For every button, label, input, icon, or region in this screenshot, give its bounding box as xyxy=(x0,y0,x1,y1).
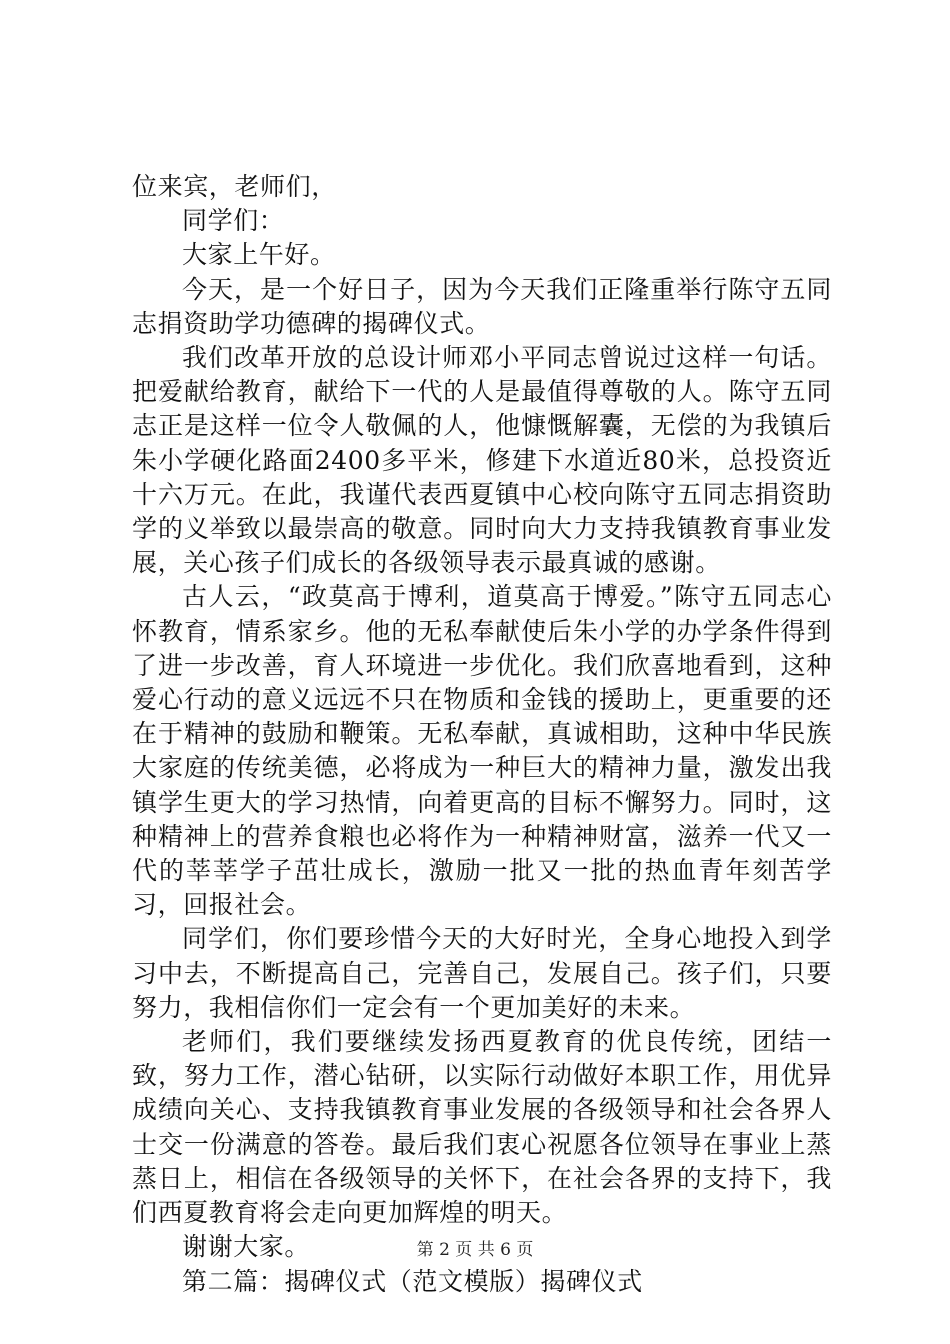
paragraph-students-address: 同学们，你们要珍惜今天的大好时光，全身心地投入到学习中去，不断提高自己，完善自己，发展自己。孩子们，只要努力，我相信你们一定会有一个更加美好的未来。 xyxy=(132,924,832,1022)
paragraph-good-morning: 大家上午好。 xyxy=(182,240,336,270)
page-number: 第 2 页 共 6 页 xyxy=(416,1240,534,1260)
paragraph-teachers-address: 老师们，我们要继续发扬西夏教育的优良传统，团结一致，努力工作，潜心钻研，以实际行动做好本职工作，用优异成绩向关心、支持我镇教育事业发展的各级领导和社会各界人士交一份满意的答卷。最后我们衷心祝愿各位领导在事业上蒸蒸日上，相信在各级领导的关怀下，在社会各界的支持下，我们西夏教育将会走向更加辉煌的明天。 xyxy=(132,1027,832,1228)
paragraph-greeting: 位来宾，老师们， xyxy=(132,172,337,201)
paragraph-today: 今天，是一个好日子，因为今天我们正隆重举行陈守五同志捐资助学功德碑的揭碑仪式。 xyxy=(132,274,832,338)
paragraph-thanks: 谢谢大家。 xyxy=(182,1232,311,1262)
document-body xyxy=(132,170,832,1299)
paragraph-students: 同学们： xyxy=(182,206,285,236)
paragraph-ancients: 古人云，“政莫高于博利，道莫高于博爱。”陈守五同志心怀教育，情系家乡。他的无私奉献使后朱小学的办学条件得到了进一步改善，育人环境进一步优化。我们欣喜地看到，这种爱心行动的意义远远不只在物质和金钱的援助上，更重要的还在于精神的鼓励和鞭策。无私奉献，真诚相助，这种中华民族大家庭的传统美德，必将成为一种巨大的精神力量，激发出我镇学生更大的学习热情，向着更高的目标不懈努力。同时，这种精神上的营养食粮也必将作为一种精神财富，滋养一代又一代的莘莘学子茁壮成长，激励一批又一批的热血青年刻苦学习，回报社会。 xyxy=(132,582,832,920)
paragraph-section-heading: 第二篇：揭碑仪式（范文模版）揭碑仪式 xyxy=(182,1266,643,1296)
paragraph-reform: 我们改革开放的总设计师邓小平同志曾说过这样一句话。把爱献给教育，献给下一代的人是最值得尊敬的人。陈守五同志正是这样一位令人敬佩的人，他慷慨解囊，无偿的为我镇后朱小学硬化路面2400多平米，修建下水道近80米，总投资近十六万元。在此，我谨代表西夏镇中心校向陈守五同志捐资助学的义举致以最崇高的敬意。同时向大力支持我镇教育事业发展，关心孩子们成长的各级领导表示最真诚的感谢。 xyxy=(132,343,832,578)
